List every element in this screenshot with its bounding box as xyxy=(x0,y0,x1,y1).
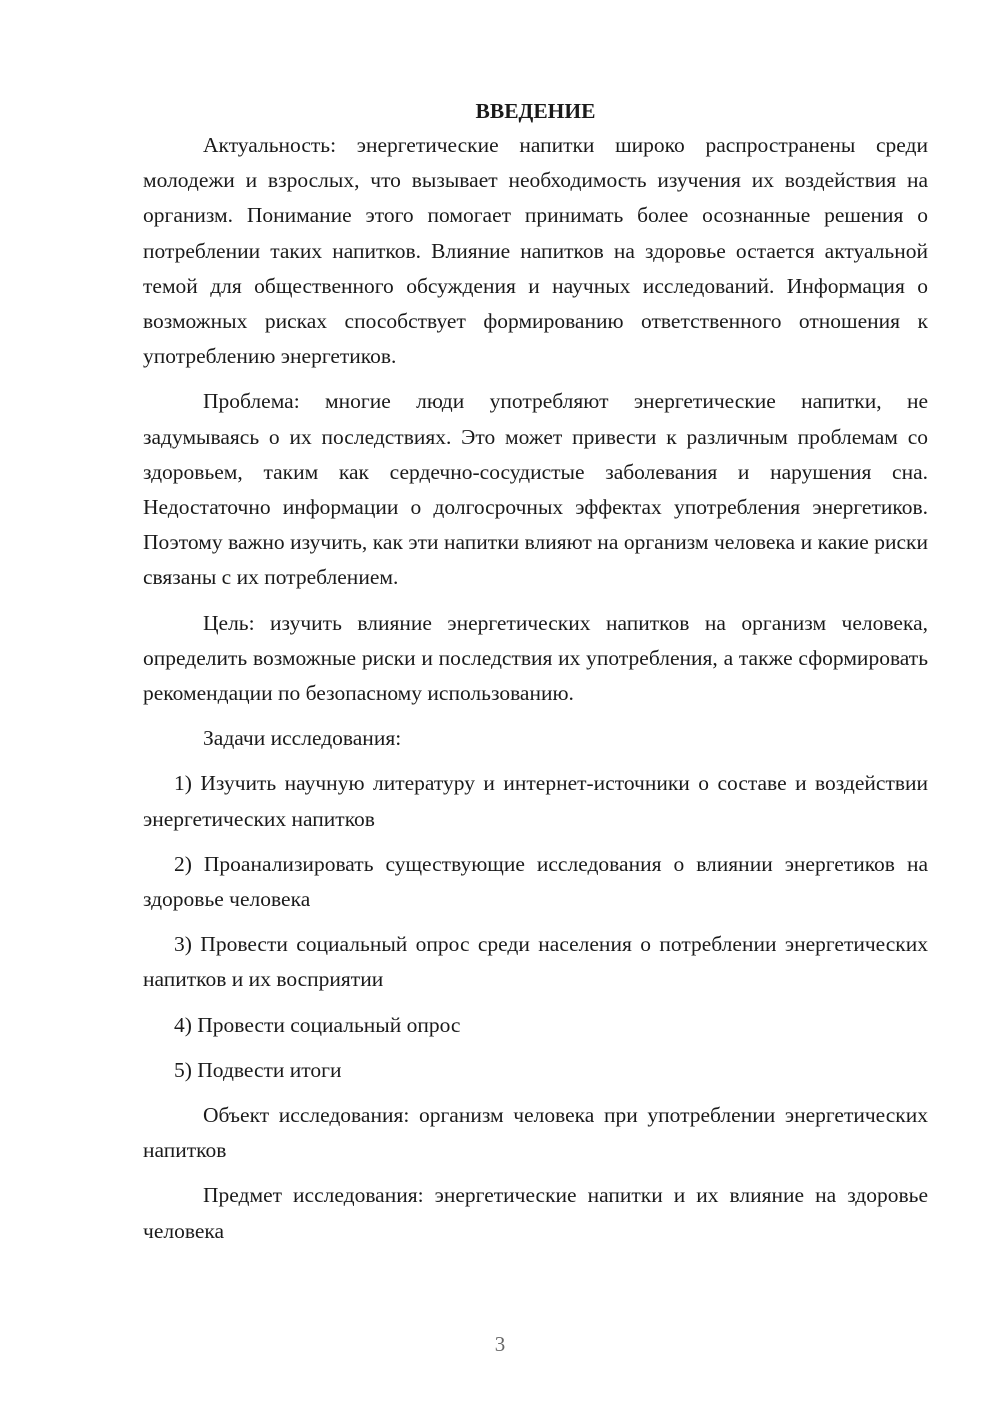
subject-paragraph: Предмет исследования: энергетические напитки и их влияние на здоровье человека xyxy=(143,1183,928,1243)
task-item: 1) Изучить научную литературу и интернет-источники о составе и воздействии энергетических напитков xyxy=(143,771,928,831)
tasks-heading: Задачи исследования: xyxy=(203,726,402,751)
task-item: 4) Провести социальный опрос xyxy=(174,1012,461,1037)
relevance-paragraph: Актуальность: энергетические напитки широко распространены среди молодежи и взрослых, что вызывает необходимость изучения их воздействия на организм. Понимание этого помогает принимать более осознанные решения о потреблении таких напитков. Влияние напитков на здоровье остается актуальной темой для общественного обсуждения и научных исследований. Информация о возможных рисках способствует формированию ответственного отношения к употреблению энергетиков. xyxy=(143,133,928,369)
page-title: ВВЕДЕНИЕ xyxy=(475,99,596,123)
document-page xyxy=(143,96,928,1259)
problem-paragraph: Проблема: многие люди употребляют энергетические напитки, не задумываясь о их последствиях. Это может привести к различным проблемам со здоровьем, таким как сердечно-сосудистые заболевания и нарушения сна. Недостаточно информации о долгосрочных эффектах употребления энергетиков. Поэтому важно изучить, как эти напитки влияют на организм человека и какие риски связаны с их потреблением. xyxy=(143,389,928,590)
object-paragraph: Объект исследования: организм человека при употреблении энергетических напитков xyxy=(143,1103,928,1163)
goal-paragraph: Цель: изучить влияние энергетических напитков на организм человека, определить возможные риски и последствия их употребления, а также сформировать рекомендации по безопасному использованию. xyxy=(143,610,928,706)
page-number: 3 xyxy=(494,1332,506,1356)
task-item: 5) Подвести итоги xyxy=(174,1057,342,1082)
task-item: 3) Провести социальный опрос среди населения о потреблении энергетических напитков и их восприятии xyxy=(143,932,928,992)
task-item: 2) Проанализировать существующие исследования о влиянии энергетиков на здоровье человека xyxy=(143,851,928,912)
